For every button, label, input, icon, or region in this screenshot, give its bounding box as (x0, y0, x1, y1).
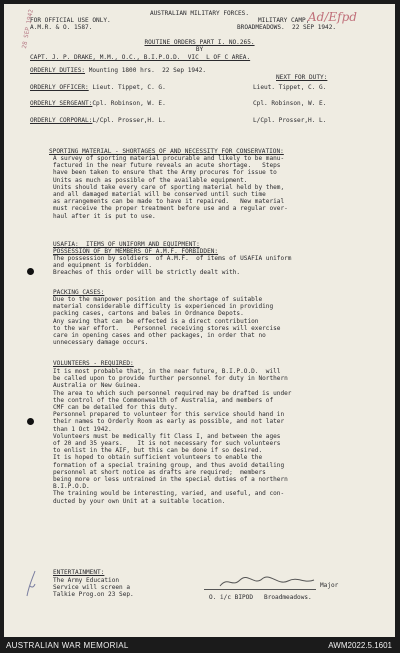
punch-hole-top (27, 268, 34, 275)
sporting-body: A survey of sporting material procurable and likely to be manu- factured in the near future reveals an acute shortage. Steps have been taken to ensure that the Army procures for issue to Units as much as possible of the available equipment. Units should take every care of sporting material held by them, and all damaged material will be conserved until such time as arrangements can be made to have it repaired. New material must receive the proper treatment before use and a regular over- haul after it is put to use. (53, 155, 288, 220)
orderly-duties-text: Mounting 1800 hrs. 22 Sep 1942. (88, 67, 207, 74)
orderly-officer-label: ORDERLY OFFICER: (30, 84, 89, 91)
header-title: AUSTRALIAN MILITARY FORCES. (149, 10, 250, 17)
official-use-line: FOR OFFICIAL USE ONLY. (30, 17, 111, 24)
handwritten-annotation: Ad/Efpd (308, 10, 357, 24)
volunteers-heading: VOLUNTEERS - REQUIRED: (53, 360, 134, 367)
sporting-heading: SPORTING MATERIAL - SHORTAGES OF AND NECESSITY FOR CONSERVATION: (49, 148, 284, 155)
orderly-sergeant-label: ORDERLY SERGEANT: (30, 100, 93, 107)
orderly-corporal-row (30, 117, 166, 124)
reference-number: A.M.R. & O. 1587. (30, 24, 93, 31)
next-for-duty-heading: NEXT FOR DUTY: (276, 74, 328, 81)
signature-rank: Major (320, 582, 339, 589)
place-date: BROADMEADOWS. 22 SEP 1942. (237, 24, 337, 31)
by-line: BY (195, 46, 204, 53)
camp-name: MILITARY CAMP, (258, 17, 310, 24)
orderly-sergeant-name: Cpl. Robinson, W. E. (92, 100, 166, 107)
orderly-duties-label (30, 67, 206, 74)
usafia-heading: USAFIA: ITEMS OF UNIFORM AND EQUIPMENT: (53, 241, 200, 248)
orderly-corporal-label: ORDERLY CORPORAL: (30, 117, 93, 124)
next-officer-name: Lieut. Tippet, C. G. (253, 84, 327, 91)
document-page (4, 4, 395, 637)
routine-orders-title: ROUTINE ORDERS PART I. NO.265. (144, 39, 255, 46)
orderly-officer-name: Lieut. Tippet, C. G. (92, 84, 166, 91)
usafia-body: The possession by soldiers of A.M.F. of items of USAFIA uniform and equipment is forbidden. Breaches of this order will be strictly dealt with. (53, 255, 292, 277)
signature-block: O. i/c BIPOD Broadmeadows. (209, 594, 312, 601)
next-corporal-name: L/Cpl. Prosser,H. L. (253, 117, 327, 124)
entertainment-body: The Army Education Service will screen a Talkie Prog.on 23 Sep. (53, 577, 134, 599)
archive-footer (0, 638, 400, 653)
next-sergeant-name: Cpl. Robinson, W. E. (253, 100, 327, 107)
orderly-corporal-name: L/Cpl. Prosser,H. L. (92, 117, 166, 124)
date-stamp: 28 SEP 1942 (21, 8, 35, 50)
commander-line: CAPT. J. P. DRAKE, M.M., O.C., B.I.P.O.D. VIC L OF C AREA. (30, 54, 251, 61)
orderly-sergeant-row (30, 100, 166, 107)
packing-body: Due to the manpower position and the shortage of suitable material considerable difficulty is experienced in providing packing cases, cartons and bales in Ordnance Depots. Any saving that can be effected is a direct contribution to the war effort. Personnel receiving stores will exercise care in opening cases and other packages, in order that no unnecessary damage occurs. (53, 296, 281, 347)
orderly-duties-heading: ORDERLY DUTIES: (30, 67, 86, 74)
orderly-officer-row (30, 84, 166, 91)
accession-number: AWM2022.5.1601 (328, 641, 392, 650)
handwritten-mark (24, 569, 38, 599)
signature-rule (204, 589, 316, 590)
packing-heading: PACKING CASES: (53, 289, 105, 296)
entertainment-heading: ENTERTAINMENT: (53, 569, 105, 576)
punch-hole-bottom (27, 418, 34, 425)
usafia-subheading: POSSESSION OF BY MEMBERS OF A.M.F. FORBIDDEN: (53, 248, 219, 255)
archive-source: AUSTRALIAN WAR MEMORIAL (6, 641, 129, 650)
volunteers-body: It is most probable that, in the near future, B.I.P.O.D. will be called upon to provide further personnel for duty in Northern Australia or New Guinea. The area to which such personnel required may be drafted is under the control of the Commonwealth of Australia, and members of CMF can be detailed for this duty. Personnel prepared to volunteer for this service should hand in their names to Orderly Room as early as possible, and not later than 1 Oct 1942. Volunteers must be medically fit Class I, and between the ages of 20 and 35 years. It is not necessary for such volunteers to enlist in the AIF, but this can be done if so desired. It is hoped to obtain sufficient volunteers to enable the formation of a special training group, and thus avoid detailing personnel at short notice as drafts are required; members being more or less untrained in the special duties of a northern B.I.P.O.D. The training would be interesting, varied, and useful, and con- ducted by your own Unit at a suitable location. (53, 368, 292, 505)
